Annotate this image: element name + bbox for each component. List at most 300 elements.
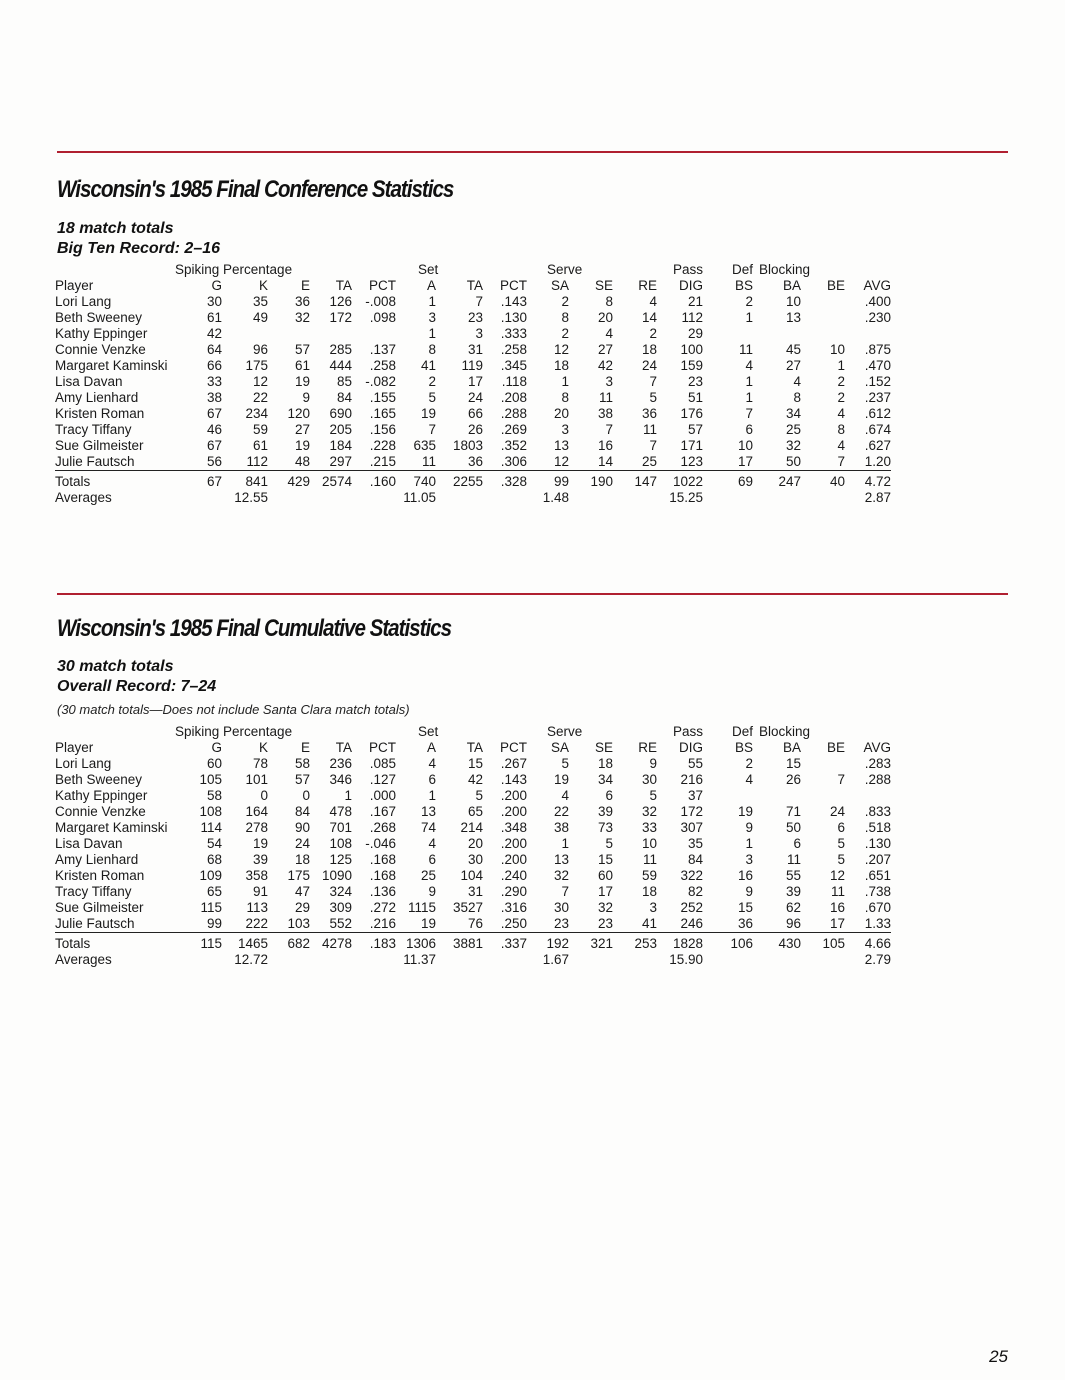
stat-cell: 31: [467, 342, 483, 357]
totals-cell: 321: [569, 933, 613, 953]
stat-cell: .165: [369, 406, 396, 421]
stat-cell: 19: [420, 916, 436, 931]
stat-cell: 11: [786, 852, 801, 867]
averages-cell: 12.55: [234, 490, 268, 505]
stat-cell: 19: [294, 374, 310, 389]
stat-cell: 222: [245, 916, 268, 931]
column-header: DIG: [678, 740, 703, 755]
column-header: K: [258, 740, 268, 755]
stat-cell: .400: [864, 294, 891, 309]
column-header: BE: [826, 740, 845, 755]
stat-cell: 55: [687, 756, 703, 771]
averages-label: Averages: [55, 490, 112, 505]
stat-cell: 11: [642, 422, 657, 437]
stat-cell: [222, 326, 268, 342]
averages-row: [55, 952, 891, 968]
column-header: A: [426, 278, 436, 293]
stat-cell: 9: [649, 756, 657, 771]
stat-cell: .333: [500, 326, 527, 341]
stat-cell: .269: [500, 422, 527, 437]
column-header: E: [300, 740, 310, 755]
stat-cell: 51: [687, 390, 703, 405]
stat-cell: 1: [561, 836, 569, 851]
stat-cell: .290: [500, 884, 527, 899]
player-name: Kathy Eppinger: [55, 326, 148, 341]
stat-cell: 1: [428, 326, 436, 341]
stat-cell: 101: [245, 772, 268, 787]
stat-cell: .200: [500, 788, 527, 803]
averages-cell: 2.79: [864, 952, 891, 967]
column-header: G: [211, 740, 222, 755]
stat-cell: 1: [428, 788, 436, 803]
stat-cell: 16: [737, 868, 753, 883]
stat-cell: 84: [687, 852, 703, 867]
stat-cell: 47: [294, 884, 310, 899]
stat-cell: 6: [605, 788, 613, 803]
stat-cell: 6: [793, 836, 801, 851]
stat-cell: 123: [680, 454, 703, 469]
group-header-def: Def: [731, 262, 753, 277]
stat-cell: .674: [864, 422, 891, 437]
stat-cell: 105: [199, 772, 222, 787]
stat-cell: 234: [245, 406, 268, 421]
totals-cell: 2255: [436, 471, 483, 491]
stat-cell: 701: [329, 820, 352, 835]
conference-title: Wisconsin's 1985 Final Conference Statistics: [57, 176, 454, 203]
stat-cell: 33: [206, 374, 222, 389]
stat-cell: 96: [252, 342, 268, 357]
stat-cell: 0: [260, 788, 268, 803]
group-header-spiking: Spiking Percentage: [175, 724, 293, 739]
stat-cell: 14: [597, 454, 613, 469]
stat-cell: .156: [369, 422, 396, 437]
stat-cell: 1.33: [864, 916, 891, 931]
averages-row: [55, 490, 891, 506]
stat-cell: 109: [199, 868, 222, 883]
stat-cell: .200: [500, 804, 527, 819]
column-header-row: [55, 278, 891, 294]
stat-cell: 478: [329, 804, 352, 819]
player-name: Sue Gilmeister: [55, 438, 144, 453]
totals-cell: 67: [183, 471, 222, 491]
stat-cell: 6: [745, 422, 753, 437]
stat-cell: .258: [369, 358, 396, 373]
stat-cell: 24: [829, 804, 845, 819]
stat-cell: .738: [864, 884, 891, 899]
column-header: TA: [335, 740, 352, 755]
column-header: Player: [55, 278, 94, 293]
stat-cell: .670: [864, 900, 891, 915]
stat-cell: [268, 326, 310, 342]
player-name: Sue Gilmeister: [55, 900, 144, 915]
stat-cell: .228: [369, 438, 396, 453]
table-row: [55, 294, 891, 310]
totals-cell: .337: [483, 933, 527, 953]
stat-cell: 2: [649, 326, 657, 341]
stat-cell: 635: [413, 438, 436, 453]
player-name: Tracy Tiffany: [55, 422, 132, 437]
stat-cell: [753, 326, 801, 342]
player-name: Julie Fautsch: [55, 916, 135, 931]
cumulative-note: (30 match totals—Does not include Santa Clara match totals): [57, 702, 410, 717]
stat-cell: .137: [369, 342, 396, 357]
table-row: [55, 438, 891, 454]
player-name: Kathy Eppinger: [55, 788, 148, 803]
stat-cell: 7: [745, 406, 753, 421]
group-header-blocking: Blocking: [759, 262, 811, 277]
averages-cell: [801, 952, 845, 968]
stat-cell: 67: [206, 438, 222, 453]
totals-cell: 69: [703, 471, 753, 491]
stat-cell: 57: [687, 422, 703, 437]
stat-cell: .267: [500, 756, 527, 771]
stat-cell: 74: [420, 820, 436, 835]
stat-cell: 16: [829, 900, 845, 915]
page-number: 25: [989, 1347, 1008, 1366]
player-name: Connie Venzke: [55, 804, 146, 819]
averages-cell: 15.25: [669, 490, 703, 505]
stat-cell: [703, 788, 753, 804]
stat-cell: 309: [329, 900, 352, 915]
column-header: AVG: [863, 278, 891, 293]
stat-cell: 10: [785, 294, 801, 309]
stat-cell: 4: [649, 294, 657, 309]
stat-cell: 324: [329, 884, 352, 899]
stat-cell: 104: [460, 868, 483, 883]
column-header: K: [258, 278, 268, 293]
averages-cell: [569, 952, 613, 968]
stat-cell: 2: [428, 374, 436, 389]
stat-cell: .470: [864, 358, 891, 373]
stat-cell: 358: [245, 868, 268, 883]
totals-label: Totals: [55, 933, 183, 953]
player-name: Kristen Roman: [55, 406, 145, 421]
stat-cell: 61: [206, 310, 222, 325]
averages-cell: [613, 952, 657, 968]
totals-cell: .328: [483, 471, 527, 491]
totals-cell: 4.66: [845, 933, 891, 953]
averages-cell: 1.48: [542, 490, 569, 505]
stat-cell: 46: [206, 422, 222, 437]
stat-cell: 125: [329, 852, 352, 867]
stat-cell: 8: [561, 390, 569, 405]
stat-cell: 15: [737, 900, 753, 915]
group-header-blocking: Blocking: [759, 724, 811, 739]
stat-cell: 8: [605, 294, 613, 309]
stat-cell: 8: [837, 422, 845, 437]
stat-cell: 11: [738, 342, 753, 357]
stat-cell: [801, 788, 845, 804]
stat-cell: 164: [245, 804, 268, 819]
stat-cell: 30: [467, 852, 483, 867]
averages-cell: 15.90: [669, 952, 703, 967]
table-row: [55, 406, 891, 422]
stat-cell: 4: [745, 358, 753, 373]
stat-cell: .230: [864, 310, 891, 325]
stat-cell: 100: [680, 342, 703, 357]
averages-cell: [753, 490, 801, 506]
table-row: [55, 868, 891, 884]
stat-cell: 57: [294, 342, 310, 357]
player-name: Julie Fautsch: [55, 454, 135, 469]
averages-cell: [183, 490, 222, 506]
group-header-serve: Serve: [547, 262, 583, 277]
stat-cell: 23: [553, 916, 569, 931]
stat-cell: 13: [553, 438, 569, 453]
stat-cell: [801, 310, 845, 326]
stat-cell: 39: [252, 852, 268, 867]
stat-cell: 103: [287, 916, 310, 931]
stat-cell: 11: [642, 852, 657, 867]
column-header: E: [300, 278, 310, 293]
stat-cell: 114: [200, 820, 222, 835]
stat-cell: [310, 326, 352, 342]
stat-cell: 6: [428, 852, 436, 867]
table-row: [55, 804, 891, 820]
stat-cell: 444: [329, 358, 352, 373]
totals-cell: 1828: [657, 933, 703, 953]
stat-cell: 60: [206, 756, 222, 771]
stat-cell: .288: [500, 406, 527, 421]
stat-cell: 33: [641, 820, 657, 835]
stat-cell: 60: [597, 868, 613, 883]
stat-cell: 205: [329, 422, 352, 437]
stat-cell: 68: [206, 852, 222, 867]
stat-cell: 175: [245, 358, 268, 373]
stat-cell: .208: [500, 390, 527, 405]
cumulative-title: Wisconsin's 1985 Final Cumulative Statistics: [57, 615, 452, 642]
table-row: [55, 422, 891, 438]
stat-cell: 4: [745, 772, 753, 787]
stat-cell: 2: [561, 326, 569, 341]
stat-cell: 23: [467, 310, 483, 325]
stat-cell: 27: [597, 342, 613, 357]
stat-cell: 17: [467, 374, 483, 389]
stat-cell: 15: [597, 852, 613, 867]
player-name: Connie Venzke: [55, 342, 146, 357]
column-header: PCT: [500, 740, 527, 755]
player-name: Margaret Kaminski: [55, 358, 168, 373]
stat-cell: 1803: [452, 438, 483, 453]
stat-cell: 7: [605, 422, 613, 437]
totals-label: Totals: [55, 471, 183, 491]
totals-cell: 841: [222, 471, 268, 491]
stat-cell: 5: [837, 836, 845, 851]
column-header: TA: [466, 278, 483, 293]
stat-cell: .152: [864, 374, 891, 389]
stat-cell: 322: [680, 868, 703, 883]
averages-cell: [801, 490, 845, 506]
stat-cell: 9: [745, 820, 753, 835]
stat-cell: 36: [467, 454, 483, 469]
totals-cell: 740: [396, 471, 436, 491]
stat-cell: 19: [553, 772, 569, 787]
averages-cell: [352, 490, 396, 506]
stat-cell: 54: [206, 836, 222, 851]
stat-cell: 36: [294, 294, 310, 309]
stat-cell: 66: [206, 358, 222, 373]
stat-cell: 73: [597, 820, 613, 835]
stat-cell: [801, 294, 845, 310]
stat-cell: [845, 788, 891, 804]
stat-cell: .875: [864, 342, 891, 357]
stat-cell: 12: [829, 868, 845, 883]
stat-cell: 50: [785, 454, 801, 469]
stat-cell: 2: [561, 294, 569, 309]
stat-cell: 216: [680, 772, 703, 787]
stat-cell: 21: [687, 294, 703, 309]
stat-cell: 112: [246, 454, 268, 469]
averages-cell: 12.72: [234, 952, 268, 967]
stat-cell: .240: [500, 868, 527, 883]
stat-cell: .288: [864, 772, 891, 787]
group-header-set: Set: [418, 724, 439, 739]
column-header: RE: [638, 740, 657, 755]
stat-cell: 4: [561, 788, 569, 803]
stat-cell: .168: [369, 868, 396, 883]
stat-cell: 48: [294, 454, 310, 469]
averages-cell: [436, 952, 483, 968]
stat-cell: 17: [597, 884, 613, 899]
stat-cell: 7: [837, 454, 845, 469]
stat-cell: 0: [302, 788, 310, 803]
table-row: [55, 772, 891, 788]
stat-cell: 19: [252, 836, 268, 851]
stat-cell: 246: [680, 916, 703, 931]
stat-cell: 24: [467, 390, 483, 405]
stat-cell: 2: [837, 390, 845, 405]
player-name: Lisa Davan: [55, 836, 123, 851]
stat-cell: -.046: [365, 836, 396, 851]
table-row: [55, 454, 891, 471]
stat-cell: 214: [460, 820, 483, 835]
stat-cell: 108: [199, 804, 222, 819]
stat-cell: 3: [561, 422, 569, 437]
stat-cell: 65: [467, 804, 483, 819]
stat-cell: 11: [598, 390, 613, 405]
totals-cell: 2574: [310, 471, 352, 491]
averages-cell: [703, 952, 753, 968]
column-header: PCT: [369, 740, 396, 755]
stat-cell: .345: [500, 358, 527, 373]
totals-cell: 682: [268, 933, 310, 953]
stat-cell: .130: [864, 836, 891, 851]
stat-cell: .272: [369, 900, 396, 915]
stat-cell: 5: [605, 836, 613, 851]
stat-cell: 12: [553, 342, 569, 357]
stat-cell: 13: [785, 310, 801, 325]
totals-cell: 1022: [657, 471, 703, 491]
stat-cell: 18: [641, 884, 657, 899]
table-row: [55, 326, 891, 342]
stat-cell: 85: [336, 374, 352, 389]
column-header: A: [426, 740, 436, 755]
stat-cell: 30: [553, 900, 569, 915]
stat-cell: -.082: [365, 374, 396, 389]
averages-cell: 11.05: [403, 490, 436, 505]
stat-cell: .136: [369, 884, 396, 899]
stat-cell: 71: [785, 804, 801, 819]
stat-cell: 5: [561, 756, 569, 771]
stat-cell: 59: [641, 868, 657, 883]
stat-cell: 19: [737, 804, 753, 819]
stat-cell: 1: [837, 358, 845, 373]
stat-cell: .127: [369, 772, 396, 787]
stat-cell: 38: [553, 820, 569, 835]
column-header: DIG: [678, 278, 703, 293]
stat-cell: 25: [641, 454, 657, 469]
column-header: BA: [782, 278, 801, 293]
stat-cell: .612: [864, 406, 891, 421]
stat-cell: .155: [369, 390, 396, 405]
player-name: Lori Lang: [55, 294, 112, 309]
stat-cell: .250: [500, 916, 527, 931]
stat-cell: 1: [561, 374, 569, 389]
stat-cell: .215: [369, 454, 396, 469]
stat-cell: 236: [329, 756, 352, 771]
stat-cell: 37: [687, 788, 703, 803]
stat-cell: 126: [329, 294, 352, 309]
stat-cell: 66: [467, 406, 483, 421]
stat-cell: .268: [369, 820, 396, 835]
stat-cell: 1115: [407, 900, 436, 915]
cumulative-stats-table: [55, 724, 891, 968]
stat-cell: 61: [252, 438, 268, 453]
stat-cell: 32: [597, 900, 613, 915]
stat-cell: 108: [329, 836, 352, 851]
stat-cell: [352, 326, 396, 342]
stat-cell: 20: [597, 310, 613, 325]
stat-cell: 50: [785, 820, 801, 835]
column-header: TA: [466, 740, 483, 755]
stat-cell: .306: [500, 454, 527, 469]
stat-cell: 32: [553, 868, 569, 883]
totals-cell: 105: [801, 933, 845, 953]
column-header-row: [55, 740, 891, 756]
stat-cell: 4: [605, 326, 613, 341]
averages-cell: [483, 952, 527, 968]
totals-cell: 1465: [222, 933, 268, 953]
stat-cell: 113: [246, 900, 268, 915]
stat-cell: 22: [252, 390, 268, 405]
column-header: BA: [782, 740, 801, 755]
column-header: SE: [594, 278, 613, 293]
stat-cell: 18: [553, 358, 569, 373]
conference-record: Big Ten Record: 2–16: [57, 240, 221, 257]
stat-cell: .167: [369, 804, 396, 819]
stat-cell: 41: [420, 358, 436, 373]
averages-cell: [753, 952, 801, 968]
stat-cell: 184: [329, 438, 352, 453]
stat-cell: 7: [837, 772, 845, 787]
column-header: PCT: [500, 278, 527, 293]
stat-cell: 23: [597, 916, 613, 931]
stat-cell: 6: [428, 772, 436, 787]
stat-cell: 13: [553, 852, 569, 867]
stat-cell: 8: [428, 342, 436, 357]
conference-top-rule: [57, 151, 1008, 153]
stat-cell: 11: [830, 884, 845, 899]
stat-cell: 7: [475, 294, 483, 309]
stat-cell: .200: [500, 852, 527, 867]
averages-cell: [310, 490, 352, 506]
totals-cell: 40: [801, 471, 845, 491]
totals-cell: 190: [569, 471, 613, 491]
stat-cell: 38: [597, 406, 613, 421]
totals-cell: 247: [753, 471, 801, 491]
stat-cell: .098: [369, 310, 396, 325]
stat-cell: 30: [641, 772, 657, 787]
